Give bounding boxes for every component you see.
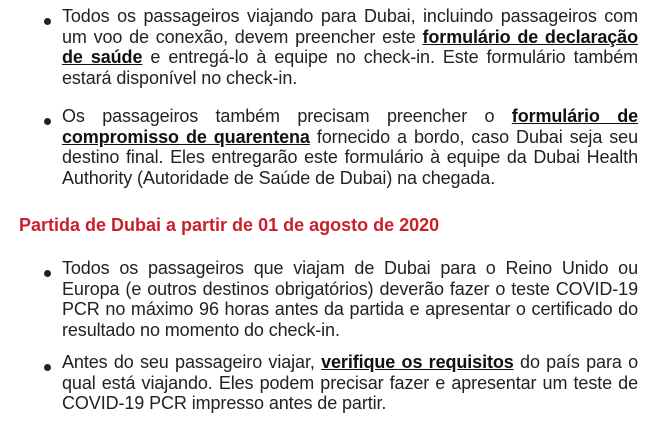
bullet-dot-icon (44, 270, 51, 277)
list-item-text-after: do país para o qual está viajando. Eles podem precisar fazer e apresentar um teste de COVID-19 PCR impresso antes de partir. (62, 352, 638, 413)
list-item-text (62, 106, 638, 188)
list-item-text-after: e entregá-lo à equipe no check-in. Este formulário também estará disponível no check-in. (62, 47, 639, 88)
list-item-text (62, 352, 638, 414)
bullet-dot-icon (44, 364, 51, 371)
quarantine-form-link[interactable]: formulário de compromisso de quarentena (62, 106, 638, 147)
list-item-text-before: Os passageiros também precisam preencher o (62, 106, 512, 126)
list-item-text-after: fornecido a bordo, caso Dubai seja seu destino final. Eles entregarão este formulário à equipe da Dubai Health Authority (Autoridade de Saúde de Dubai) na chegada. (62, 126, 638, 188)
bullet-dot-icon (44, 118, 51, 125)
section-heading: Partida de Dubai a partir de 01 de agosto de 2020 (19, 215, 440, 235)
list-item-text-before: Antes do seu passageiro viajar, (62, 352, 322, 372)
bullet-dot-icon (44, 18, 51, 25)
list-item-text: Todos os passageiros que viajam de Dubai para o Reino Unido ou Europa (e outros destinos obrigatórios) deverão fazer o teste COVID-19 PCR no máximo 96 horas antes da partida e apresentar o certificado do resultado no momento do check-in. (62, 258, 638, 340)
check-requirements-link[interactable]: verifique os requisitos (321, 352, 514, 372)
list-item-text (62, 6, 638, 88)
health-declaration-form-link[interactable]: formulário de declaração de saúde (62, 26, 638, 67)
list-item-text-before: Todos os passageiros viajando para Dubai, incluindo passageiros com um voo de conexão, devem preencher este (62, 6, 638, 47)
